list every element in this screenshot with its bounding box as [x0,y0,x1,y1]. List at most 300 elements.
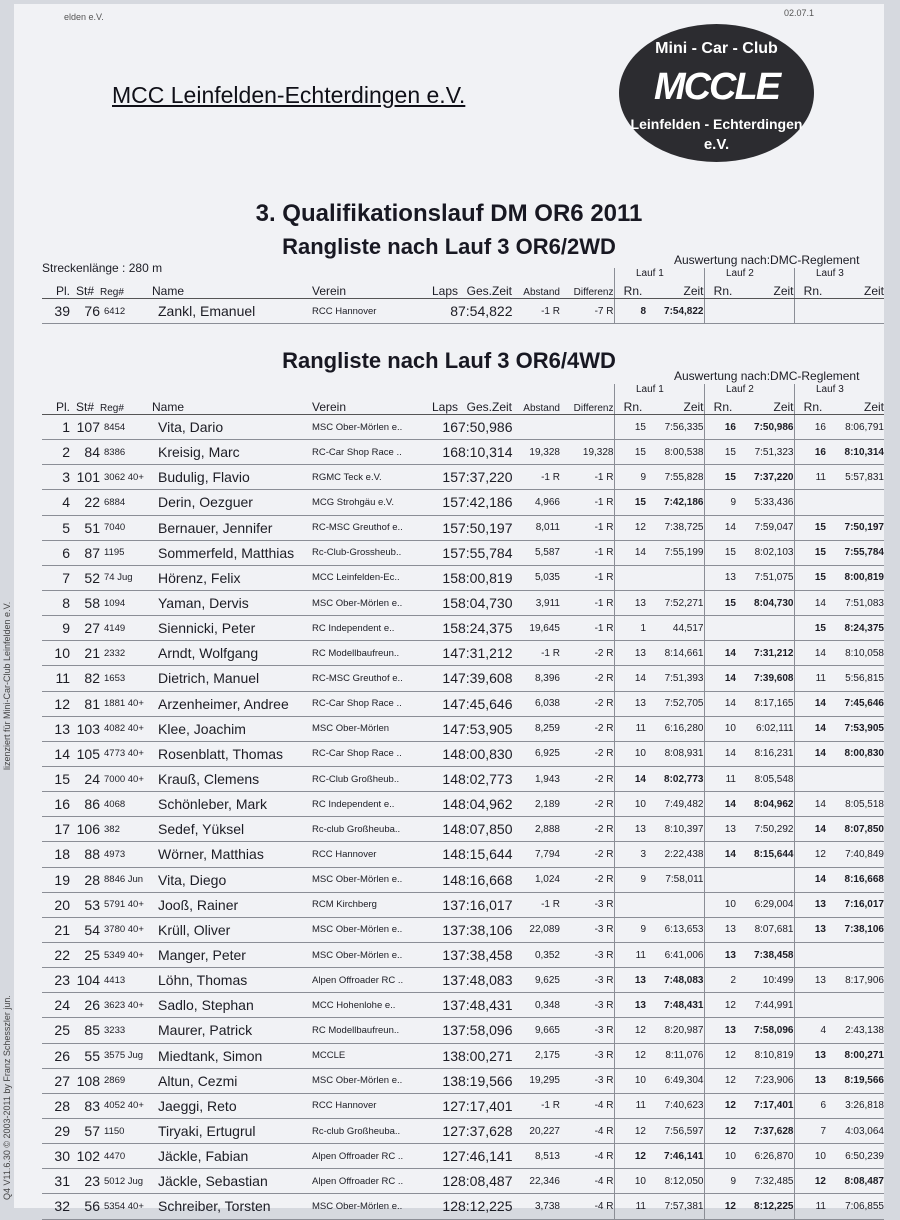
cell-st: 22 [70,490,100,515]
cell-diff: -1 R [560,515,614,540]
club-logo [619,24,814,162]
cell-name: Vita, Diego [152,867,312,892]
table-row [42,440,884,465]
header-laps: Laps [424,268,458,299]
cell-st: 104 [70,968,100,993]
cell-abstand: 0,348 [512,993,560,1018]
cell-lauf1-time [646,565,704,590]
cell-name: Vita, Dario [152,415,312,440]
cell-ges: 8:08,487 [458,1169,512,1194]
cell-lauf2-time: 8:05,548 [736,766,794,791]
cell-diff: -2 R [560,867,614,892]
cell-lauf2-rounds: 9 [710,490,736,515]
cell-pl: 14 [42,741,70,766]
cell-st: 26 [70,993,100,1018]
cell-laps: 12 [424,1118,458,1143]
cell-verein: MSC Ober-Mörlen e.. [312,415,424,440]
header-abstand: Abstand [512,384,560,415]
cell-st: 58 [70,590,100,615]
cell-lauf1-time: 44,517 [646,616,704,641]
cell-pl: 6 [42,540,70,565]
cell-lauf1-time: 8:20,987 [646,1018,704,1043]
cell-lauf1-time: 7:51,393 [646,666,704,691]
cell-lauf1-time: 7:42,186 [646,490,704,515]
cell-st: 84 [70,440,100,465]
cell-lauf3-time: 5:56,815 [826,666,884,691]
cell-ges: 8:00,819 [458,565,512,590]
cell-lauf2-rounds: 12 [710,993,736,1018]
cell-lauf1-rounds: 13 [620,641,646,666]
cell-lauf3-time: 7:50,197 [826,515,884,540]
header-lauf3-time: Zeit [863,400,884,414]
cell-laps: 13 [424,942,458,967]
cell-lauf3-time: 8:05,518 [826,792,884,817]
cell-reg: 4470 [100,1144,152,1169]
cell-st: 56 [70,1194,100,1219]
cell-st: 86 [70,792,100,817]
cell-lauf2-rounds: 16 [710,415,736,440]
cell-verein: MSC Ober-Mörlen e.. [312,1068,424,1093]
cell-lauf3-time: 8:19,566 [826,1068,884,1093]
cell-lauf3-rounds: 14 [800,792,826,817]
cell-st: 54 [70,917,100,942]
cell-lauf1-rounds: 13 [620,590,646,615]
cell-ges: 8:00,271 [458,1043,512,1068]
cell-ges: 7:54,822 [458,299,512,324]
cell-lauf1-time: 7:55,199 [646,540,704,565]
cell-verein: Rc-club Großheuba.. [312,817,424,842]
cell-lauf1-time: 7:55,828 [646,465,704,490]
cell-lauf3-time: 8:00,819 [826,565,884,590]
cell-lauf2-time: 6:26,870 [736,1144,794,1169]
cell-reg: 3233 [100,1018,152,1043]
cell-lauf2-time: 7:51,323 [736,440,794,465]
cell-ges: 7:37,220 [458,465,512,490]
cell-lauf2-time [736,867,794,892]
table-row [42,1093,884,1118]
cell-verein: Rc-Club-Grossheub.. [312,540,424,565]
header-lauf2-zeit [726,384,794,415]
table-row [42,515,884,540]
cell-name: Siennicki, Peter [152,616,312,641]
cell-st: 106 [70,817,100,842]
cell-reg: 4068 [100,792,152,817]
cell-abstand: 5,035 [512,565,560,590]
cell-lauf3-rounds: 11 [800,666,826,691]
cell-lauf1-rounds: 12 [620,1018,646,1043]
cell-pl: 18 [42,842,70,867]
cell-lauf3-rounds: 12 [800,1169,826,1194]
cell-lauf3-rounds: 14 [800,817,826,842]
cell-laps: 16 [424,415,458,440]
cell-abstand: 6,925 [512,741,560,766]
cell-lauf1-time: 7:48,083 [646,968,704,993]
cell-ges: 7:53,905 [458,716,512,741]
cell-laps: 13 [424,993,458,1018]
cell-lauf2-time [736,299,794,324]
cell-pl: 16 [42,792,70,817]
cell-lauf1-rounds: 12 [620,515,646,540]
cell-verein: RCC Hannover [312,1093,424,1118]
cell-abstand: 8,259 [512,716,560,741]
cell-lauf1-rounds [620,892,646,917]
cell-ges: 7:38,106 [458,917,512,942]
cell-ges: 7:55,784 [458,540,512,565]
cell-verein: MCC Leinfelden-Ec.. [312,565,424,590]
cell-reg: 5012 Jug [100,1169,152,1194]
header-laps: Laps [424,384,458,415]
cell-lauf2-rounds: 11 [710,766,736,791]
cell-abstand: 7,794 [512,842,560,867]
cell-st: 87 [70,540,100,565]
cell-abstand: 8,011 [512,515,560,540]
cell-abstand: 2,175 [512,1043,560,1068]
cell-laps: 12 [424,1093,458,1118]
header-pl: Pl. [42,384,70,415]
cell-lauf3-rounds: 11 [800,465,826,490]
table-row [42,666,884,691]
cell-lauf1-time: 8:08,931 [646,741,704,766]
cell-ges: 7:46,141 [458,1144,512,1169]
cell-lauf1-time [646,892,704,917]
cell-pl: 22 [42,942,70,967]
cell-ges: 7:48,431 [458,993,512,1018]
cell-name: Tiryaki, Ertugrul [152,1118,312,1143]
cell-ges: 8:02,773 [458,766,512,791]
table-row [42,716,884,741]
cell-lauf3-rounds: 14 [800,867,826,892]
cell-laps: 15 [424,540,458,565]
table-row [42,590,884,615]
table-row [42,641,884,666]
header-ges: Ges.Zeit [458,384,512,415]
cell-lauf3-rounds: 13 [800,1068,826,1093]
cell-lauf3-time: 8:00,271 [826,1043,884,1068]
cell-lauf3-rounds: 16 [800,440,826,465]
cell-lauf3-rounds: 14 [800,741,826,766]
cell-pl: 29 [42,1118,70,1143]
table-row [42,741,884,766]
cell-laps: 14 [424,641,458,666]
cell-reg: 2869 [100,1068,152,1093]
cell-reg: 1094 [100,590,152,615]
cell-lauf2-time [736,616,794,641]
cell-st: 82 [70,666,100,691]
table-row [42,1118,884,1143]
cell-reg: 7040 [100,515,152,540]
cell-pl: 5 [42,515,70,540]
cell-st: 21 [70,641,100,666]
cell-pl: 7 [42,565,70,590]
cell-diff: -4 R [560,1169,614,1194]
cell-lauf2-rounds: 13 [710,565,736,590]
cell-ges: 8:07,850 [458,817,512,842]
cell-pl: 9 [42,616,70,641]
cell-lauf1-rounds: 12 [620,1144,646,1169]
table-row [42,490,884,515]
logo-line2: Leinfelden - Echterdingen [630,116,803,132]
cell-lauf3-rounds: 15 [800,515,826,540]
cell-reg: 4773 40+ [100,741,152,766]
cell-reg: 8454 [100,415,152,440]
cell-name: Maurer, Patrick [152,1018,312,1043]
cell-lauf2-time: 7:50,986 [736,415,794,440]
cell-lauf1-rounds: 11 [620,716,646,741]
cell-lauf1-rounds: 11 [620,942,646,967]
logo-line1: Mini - Car - Club [655,40,778,57]
cell-st: 85 [70,1018,100,1043]
cell-verein: RCC Hannover [312,842,424,867]
cell-lauf3-rounds: 15 [800,616,826,641]
cell-verein: Rc-club Großheuba.. [312,1118,424,1143]
cell-name: Wörner, Matthias [152,842,312,867]
header-lauf1-rn: Rn. [620,384,646,415]
cell-name: Schönleber, Mark [152,792,312,817]
track-length: Streckenlänge : 280 m [42,261,163,275]
cell-lauf1-rounds: 12 [620,1118,646,1143]
cell-lauf2-time: 8:15,644 [736,842,794,867]
cell-pl: 11 [42,666,70,691]
cell-lauf1-rounds: 12 [620,1043,646,1068]
cell-pl: 31 [42,1169,70,1194]
cell-lauf2-time: 6:02,111 [736,716,794,741]
cell-lauf3-time: 3:26,818 [826,1093,884,1118]
cell-lauf2-rounds: 13 [710,817,736,842]
cell-laps: 15 [424,616,458,641]
cell-lauf2-rounds: 10 [710,1144,736,1169]
cell-abstand: 8,513 [512,1144,560,1169]
cell-st: 51 [70,515,100,540]
cell-verein: RC-Car Shop Race .. [312,691,424,716]
cell-lauf3-time: 7:55,784 [826,540,884,565]
cell-lauf3-rounds: 16 [800,415,826,440]
cell-laps: 15 [424,490,458,515]
cell-abstand: 2,189 [512,792,560,817]
cell-name: Rosenblatt, Thomas [152,741,312,766]
cell-abstand: 9,665 [512,1018,560,1043]
cell-diff: -2 R [560,842,614,867]
cell-abstand: -1 R [512,892,560,917]
cell-abstand: 4,966 [512,490,560,515]
software-note: Q4 V11.6.30 © 2003-2011 by Franz Schesszler jun. [2,995,12,1200]
cell-lauf1-rounds [620,565,646,590]
cell-abstand: 1,943 [512,766,560,791]
cell-lauf3-time: 7:53,905 [826,716,884,741]
cell-diff: -4 R [560,1093,614,1118]
cell-ges: 7:37,628 [458,1118,512,1143]
cell-diff: -3 R [560,892,614,917]
cell-reg: 382 [100,817,152,842]
table-4wd [42,384,884,1220]
cell-lauf3-rounds: 14 [800,691,826,716]
cell-verein: Alpen Offroader RC .. [312,968,424,993]
cell-lauf2-time: 8:04,962 [736,792,794,817]
cell-pl: 30 [42,1144,70,1169]
cell-reg: 1653 [100,666,152,691]
cell-lauf2-rounds: 10 [710,716,736,741]
cell-ges: 7:16,017 [458,892,512,917]
cell-lauf3-time: 8:16,668 [826,867,884,892]
cell-ges: 7:17,401 [458,1093,512,1118]
cell-verein: MSC Ober-Mörlen e.. [312,1194,424,1219]
logo-line3: e.V. [703,136,730,153]
cell-lauf3-rounds: 7 [800,1118,826,1143]
cell-st: 81 [70,691,100,716]
cell-laps: 15 [424,465,458,490]
cell-lauf2-time: 7:23,906 [736,1068,794,1093]
cell-reg: 3780 40+ [100,917,152,942]
cell-abstand [512,415,560,440]
cell-name: Arzenheimer, Andree [152,691,312,716]
table-row [42,993,884,1018]
cell-lauf2-time: 8:17,165 [736,691,794,716]
cell-lauf3-rounds: 15 [800,565,826,590]
table-row [42,792,884,817]
cell-reg: 2332 [100,641,152,666]
cell-ges: 8:10,314 [458,440,512,465]
cell-lauf1-time: 8:02,773 [646,766,704,791]
cell-ges: 7:50,197 [458,515,512,540]
cell-lauf3-time: 4:03,064 [826,1118,884,1143]
cell-lauf2-time: 7:39,608 [736,666,794,691]
cell-lauf3-rounds [800,766,826,791]
cell-lauf2-rounds: 14 [710,842,736,867]
header-name: Name [152,384,312,415]
cell-lauf1-time: 6:49,304 [646,1068,704,1093]
cell-lauf3-time: 8:06,791 [826,415,884,440]
cell-lauf2-rounds: 12 [710,1068,736,1093]
header-lauf2-label: Lauf 2 [726,268,754,279]
cell-lauf1-rounds: 13 [620,968,646,993]
cell-abstand: -1 R [512,641,560,666]
cell-laps: 14 [424,817,458,842]
cell-laps: 12 [424,1169,458,1194]
evaluation-note-4wd: Auswertung nach:DMC-Reglement [674,369,860,383]
cell-lauf3-time [826,490,884,515]
cell-lauf3-time: 7:16,017 [826,892,884,917]
cell-abstand: 3,911 [512,590,560,615]
cell-name: Sedef, Yüksel [152,817,312,842]
cell-lauf1-rounds: 10 [620,792,646,817]
header-lauf2-time: Zeit [773,400,794,414]
cell-lauf1-rounds: 9 [620,465,646,490]
cell-verein: MSC Ober-Mörlen [312,716,424,741]
cell-name: Derin, Oezguer [152,490,312,515]
cell-reg: 5354 40+ [100,1194,152,1219]
cell-diff: -1 R [560,590,614,615]
cell-lauf2-rounds: 14 [710,691,736,716]
cell-diff: -2 R [560,792,614,817]
cell-lauf2-rounds: 12 [710,1043,736,1068]
cell-lauf3-time: 8:00,830 [826,741,884,766]
cell-verein: MSC Ober-Mörlen e.. [312,590,424,615]
cell-lauf3-rounds: 14 [800,641,826,666]
cell-name: Jooß, Rainer [152,892,312,917]
cell-lauf1-time: 8:11,076 [646,1043,704,1068]
cell-lauf3-time: 8:10,314 [826,440,884,465]
cell-laps: 14 [424,741,458,766]
cell-name: Krüll, Oliver [152,917,312,942]
cell-pl: 39 [42,299,70,324]
cell-lauf3-time: 7:40,849 [826,842,884,867]
cell-pl: 13 [42,716,70,741]
cell-lauf3-rounds: 4 [800,1018,826,1043]
cell-lauf2-time: 5:33,436 [736,490,794,515]
cell-reg: 3575 Jug [100,1043,152,1068]
cell-lauf1-rounds: 15 [620,415,646,440]
cell-laps: 13 [424,917,458,942]
cell-lauf1-time: 6:13,653 [646,917,704,942]
cell-diff: -2 R [560,716,614,741]
cell-name: Altun, Cezmi [152,1068,312,1093]
cell-lauf2-time: 8:07,681 [736,917,794,942]
cell-st: 88 [70,842,100,867]
logo-mark: MCCLE [653,66,780,108]
cell-reg: 5791 40+ [100,892,152,917]
cell-name: Sadlo, Stephan [152,993,312,1018]
cell-lauf2-rounds: 13 [710,917,736,942]
cell-verein: RC Independent e.. [312,616,424,641]
cell-lauf2-rounds: 14 [710,792,736,817]
cell-pl: 1 [42,415,70,440]
license-note: lizenziert für Mini-Car-Club Leinfelden e.V. [2,601,12,770]
cell-diff: -3 R [560,968,614,993]
cell-st: 53 [70,892,100,917]
cell-lauf1-rounds: 13 [620,993,646,1018]
cell-pl: 28 [42,1093,70,1118]
cell-lauf3-rounds: 13 [800,892,826,917]
cell-lauf1-time: 8:00,538 [646,440,704,465]
cell-pl: 3 [42,465,70,490]
cell-pl: 15 [42,766,70,791]
cell-laps: 13 [424,892,458,917]
cell-lauf1-rounds: 14 [620,666,646,691]
cell-st: 23 [70,1169,100,1194]
cell-diff [560,415,614,440]
cell-lauf1-time: 7:56,335 [646,415,704,440]
cell-abstand: -1 R [512,299,560,324]
header-name: Name [152,268,312,299]
cell-lauf2-rounds: 12 [710,1093,736,1118]
club-name: MCC Leinfelden-Echterdingen e.V. [112,82,466,108]
cell-lauf3-time: 6:50,239 [826,1144,884,1169]
cell-lauf1-rounds: 15 [620,440,646,465]
header-reg: Reg# [100,268,152,299]
cell-diff: -2 R [560,691,614,716]
cell-lauf2-rounds [710,299,736,324]
cell-lauf2-time: 8:04,730 [736,590,794,615]
cell-abstand: 5,587 [512,540,560,565]
cell-diff: -3 R [560,1068,614,1093]
cell-lauf2-rounds: 10 [710,892,736,917]
cell-ges: 8:04,730 [458,590,512,615]
header-differenz: Differenz [560,268,614,299]
cell-abstand: 19,328 [512,440,560,465]
cell-ges: 8:24,375 [458,616,512,641]
cell-lauf1-time: 7:57,381 [646,1194,704,1219]
cell-name: Löhn, Thomas [152,968,312,993]
cell-verein: RCC Hannover [312,299,424,324]
cell-diff: -1 R [560,465,614,490]
header-st: St# [70,268,100,299]
cell-lauf3-time: 8:10,058 [826,641,884,666]
header-differenz: Differenz [560,384,614,415]
cell-ges: 7:38,458 [458,942,512,967]
cell-laps: 16 [424,440,458,465]
cell-lauf1-time: 7:48,431 [646,993,704,1018]
cell-st: 83 [70,1093,100,1118]
table-row [42,1043,884,1068]
